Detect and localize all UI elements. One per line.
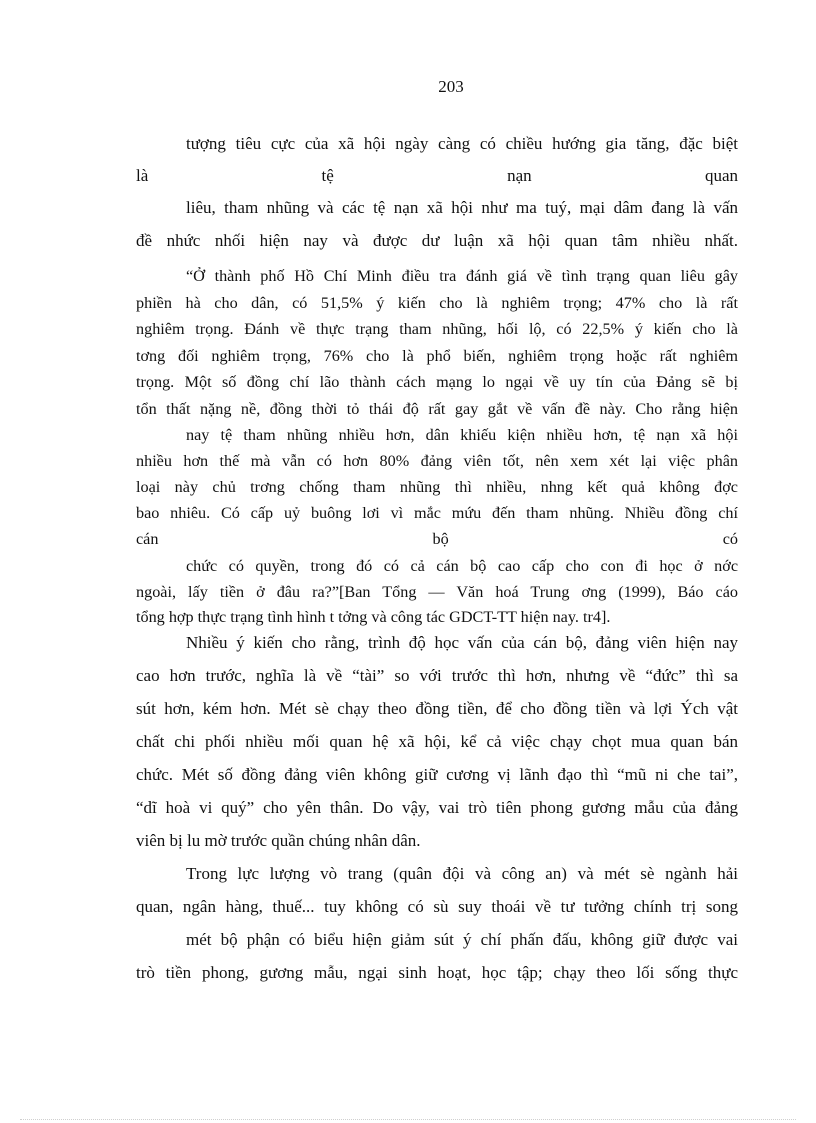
- quote-line: phiền hà cho dân, có 51,5% ý kiến cho là nghiêm trọng; 47% cho là rất: [136, 294, 738, 312]
- quote-line: cán bộ có: [136, 530, 738, 548]
- quote-line: nay tệ tham nhũng nhiều hơn, dân khiếu kiện nhiều hơn, tệ nạn xã hội: [186, 426, 738, 444]
- text-line: chức. Mét số đồng đảng viên không giữ cương vị lãnh đạo thì “mũ ni che tai”,: [136, 765, 738, 784]
- quote-line: bao nhiêu. Có cấp uỷ buông lơi vì mắc mứu đến tham nhũng. Nhiều đồng chí: [136, 504, 738, 522]
- text-line: viên bị lu mờ trước quần chúng nhân dân.: [136, 831, 421, 850]
- text-line: liêu, tham nhũng và các tệ nạn xã hội như ma tuý, mại dâm đang là vấn: [186, 198, 738, 217]
- quote-line: chức có quyền, trong đó có cả cán bộ cao cấp cho con đi học ở nớc: [186, 557, 738, 575]
- text-line: mét bộ phận có biểu hiện giảm sút ý chí phấn đấu, không giữ được vai: [186, 930, 738, 949]
- citation-line: tổng hợp thực trạng tình hình t tởng và công tác GDCT-TT hiện nay. tr4].: [136, 608, 611, 626]
- page-number: 203: [438, 77, 464, 96]
- text-line: Trong lực lượng vò trang (quân đội và công an) và mét sè ngành hải: [186, 864, 738, 883]
- quote-line: tổn thất nặng nề, đồng thời tỏ thái độ rất gay gắt về vấn đề này. Cho rằng hiện: [136, 400, 738, 418]
- quote-line: ngoài, lấy tiền ở đâu ra?”[Ban Tổng — Văn hoá Trung ơng (1999), Báo cáo: [136, 583, 738, 601]
- quote-line: trọng. Một số đồng chí lão thành cách mạng lo ngại về uy tín của Đảng sẽ bị: [136, 373, 738, 391]
- page-bottom-border: [20, 1119, 796, 1120]
- quote-line: tơng đối nghiêm trọng, 76% cho là phổ biến, nghiêm trọng hoặc rất nghiêm: [136, 347, 738, 365]
- text-line: trò tiền phong, gương mẫu, ngại sinh hoạt, học tập; chạy theo lối sống thực: [136, 963, 738, 982]
- text-line: cao hơn trước, nghĩa là về “tài” so với trước thì hơn, nhưng về “đức” thì sa: [136, 666, 738, 685]
- text-line: đề nhức nhối hiện nay và được dư luận xã hội quan tâm nhiều nhất.: [136, 231, 738, 250]
- text-line: “dĩ hoà vi quý” cho yên thân. Do vậy, vai trò tiên phong gương mẫu của đảng: [136, 798, 738, 817]
- quote-line: “Ở thành phố Hồ Chí Minh điều tra đánh giá về tình trạng quan liêu gây: [186, 267, 738, 285]
- text-line: là tệ nạn quan: [136, 166, 738, 185]
- text-line: tượng tiêu cực của xã hội ngày càng có chiều hướng gia tăng, đặc biệt: [186, 134, 738, 153]
- quote-line: loại này chủ trơng chống tham nhũng thì nhiều, nhng kết quả không đợc: [136, 478, 738, 496]
- text-line: chất chi phối nhiều mối quan hệ xã hội, kể cả việc chạy chọt mua quan bán: [136, 732, 738, 751]
- text-line: sút hơn, kém hơn. Mét sè chạy theo đồng tiền, để cho đồng tiền và lợi Ých vật: [136, 699, 738, 718]
- text-line: Nhiều ý kiến cho rằng, trình độ học vấn của cán bộ, đảng viên hiện nay: [186, 633, 738, 652]
- text-line: quan, ngân hàng, thuế... tuy không có sù suy thoái về tư tưởng chính trị song: [136, 897, 738, 916]
- quote-line: nghiêm trọng. Đánh về thực trạng tham nhũng, hối lộ, có 22,5% ý kiến cho là: [136, 320, 738, 338]
- quote-line: nhiều hơn thế mà vẫn có hơn 80% đảng viên tốt, nên xem xét lại việc phân: [136, 452, 738, 470]
